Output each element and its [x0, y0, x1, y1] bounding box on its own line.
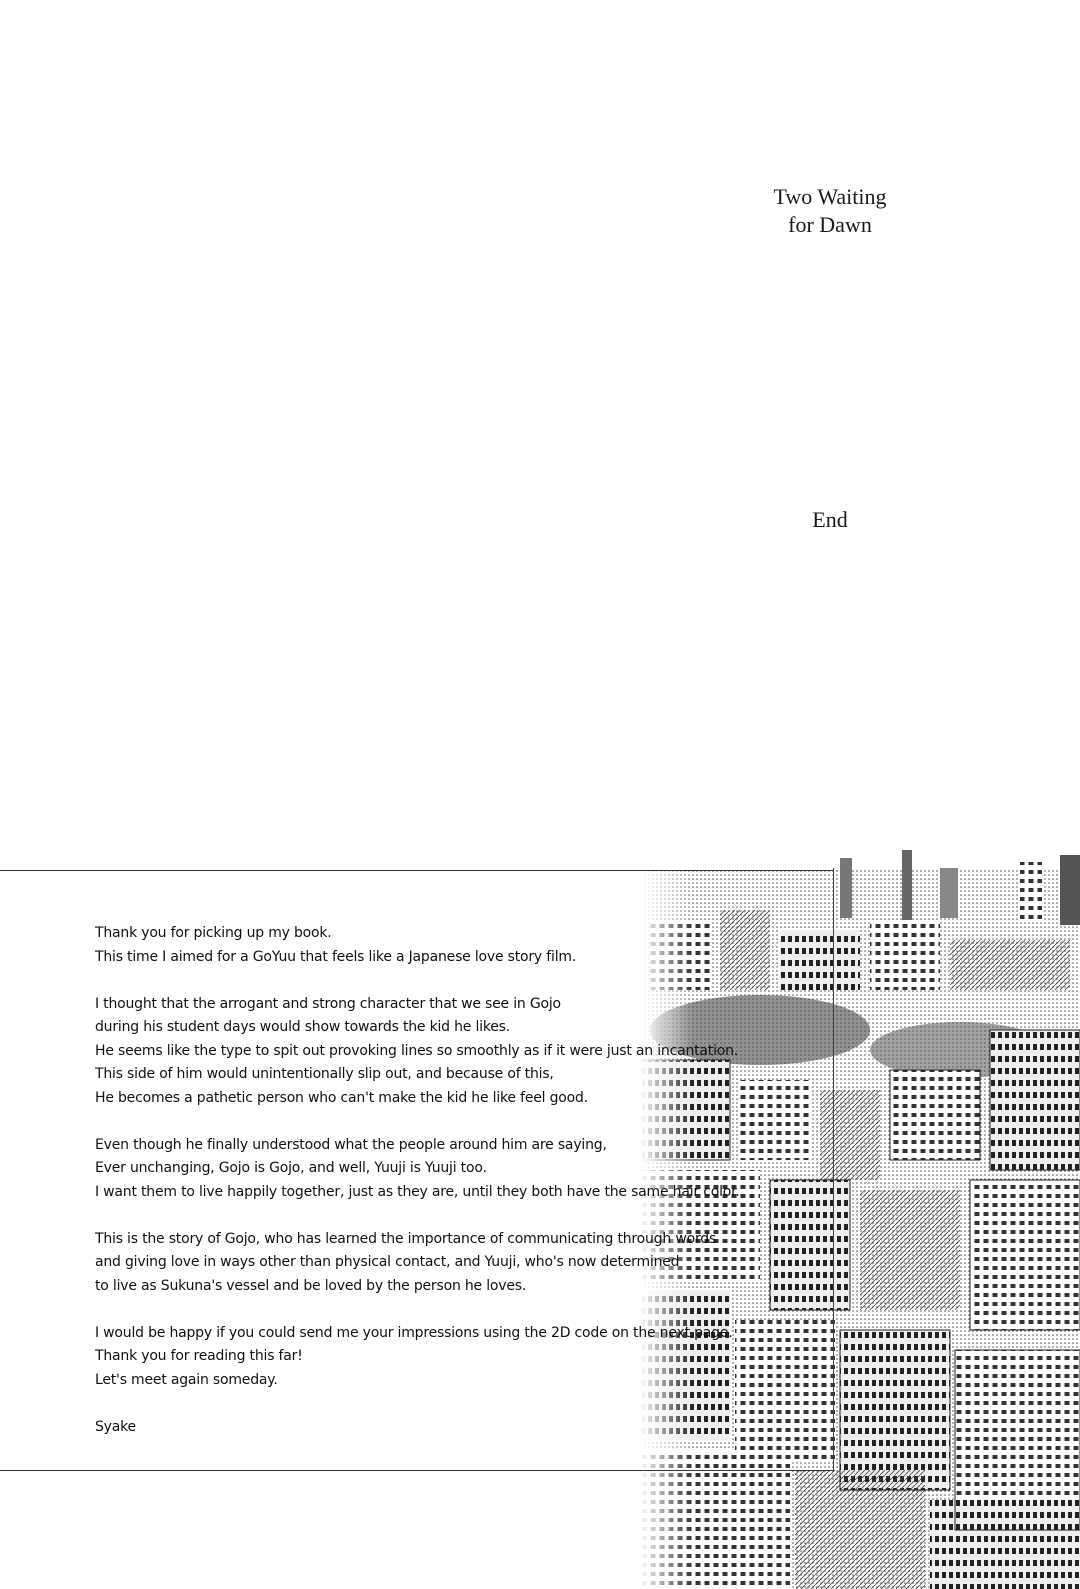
afterword-line: and giving love in ways other than physical contact, and Yuuji, who's now determined — [95, 1254, 680, 1270]
afterword-bottom-rule — [0, 1470, 834, 1471]
afterword-line: Thank you for reading this far! — [95, 1348, 303, 1364]
afterword-line: Even though he finally understood what the people around him are saying, — [95, 1136, 607, 1153]
afterword-line: Let's meet again someday. — [95, 1371, 278, 1388]
afterword-signature: Syake — [95, 1418, 136, 1435]
end-label: End — [812, 507, 848, 532]
afterword-paragraph — [95, 1134, 740, 1205]
afterword-top-rule — [0, 870, 834, 871]
afterword-paragraph — [95, 993, 739, 1111]
afterword-line: This side of him would unintentionally slip out, and because of this, — [95, 1066, 554, 1082]
afterword-paragraph — [95, 1228, 735, 1299]
afterword-line: during his student days would show towards the kid he likes. — [95, 1019, 511, 1035]
afterword-line: Ever unchanging, Gojo is Gojo, and well, Yuuji is Yuuji too. — [95, 1160, 487, 1176]
afterword-line: This is the story of Gojo, who has learned the importance of communicating through words — [95, 1230, 717, 1247]
afterword-line: He seems like the type to spit out provoking lines so smoothly as if it were just an incantation. — [95, 1042, 739, 1059]
story-title-line-1: Two Waiting — [773, 184, 887, 209]
afterword-frame-edge — [833, 868, 834, 1472]
afterword-line: This time I aimed for a GoYuu that feels like a Japanese love story film. — [95, 948, 577, 965]
afterword-line: to live as Sukuna's vessel and be loved by the person he loves. — [95, 1277, 527, 1294]
afterword-paragraph — [95, 1322, 735, 1393]
afterword-line: Thank you for picking up my book. — [95, 925, 332, 941]
afterword-line: I thought that the arrogant and strong character that we see in Gojo — [95, 995, 561, 1012]
afterword-text — [95, 922, 740, 1463]
afterword-paragraph — [95, 922, 735, 969]
afterword-line: I would be happy if you could send me your impressions using the 2D code on the next page. — [95, 1324, 733, 1341]
afterword-line: I want them to live happily together, just as they are, until they both have the same hair color. — [95, 1183, 740, 1200]
afterword-line: He becomes a pathetic person who can't make the kid he like feel good. — [95, 1089, 588, 1106]
story-title — [740, 183, 920, 239]
story-title-line-2: for Dawn — [788, 212, 872, 237]
